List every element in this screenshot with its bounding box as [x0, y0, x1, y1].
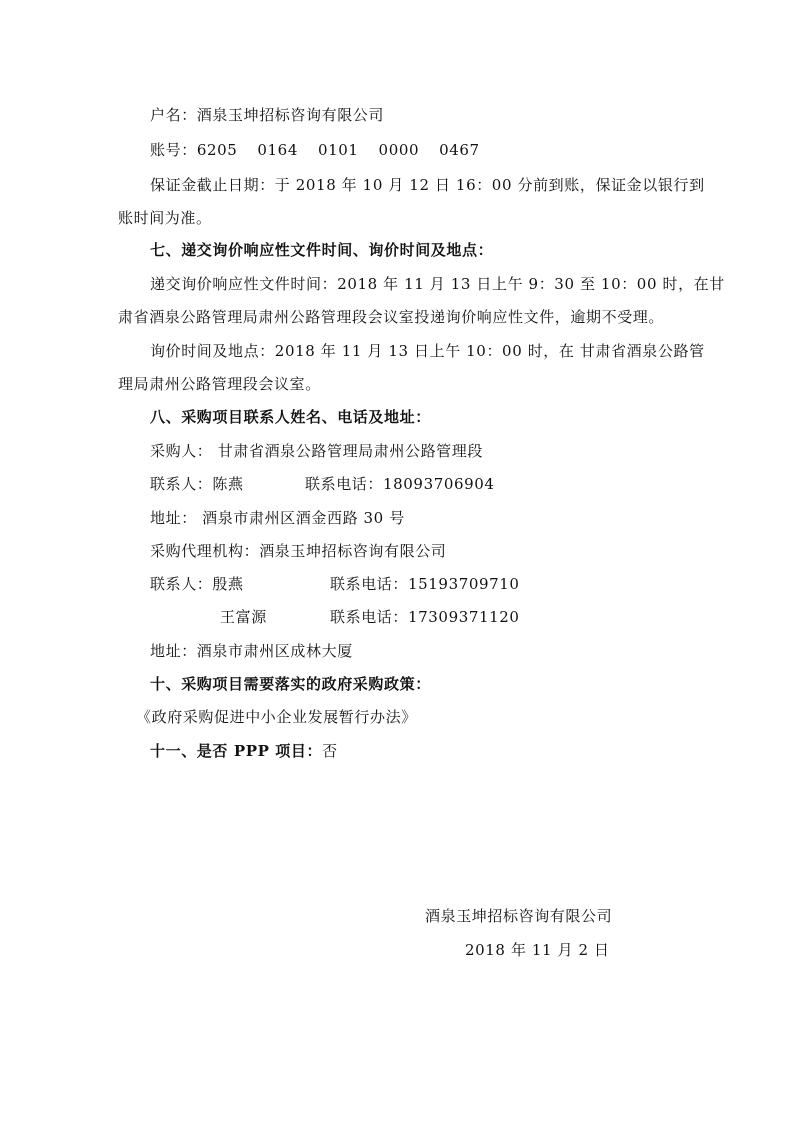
section-10-heading: 十、采购项目需要落实的政府采购政策：	[150, 675, 431, 693]
submission-place-line: 肃省酒泉公路管理局肃州公路管理段会议室投递询价响应性文件，逾期不受理。	[118, 308, 665, 326]
signature-company: 酒泉玉坤招标咨询有限公司	[425, 907, 613, 925]
agency-contact-phone: 联系电话：15193709710	[330, 575, 520, 593]
account-name-line: 户名：酒泉玉坤招标咨询有限公司	[150, 106, 385, 124]
ppp-answer: 否	[322, 742, 338, 760]
agency-contact2-name: 王富源	[220, 608, 267, 626]
purchaser-contact-phone: 联系电话：18093706904	[305, 475, 495, 493]
submission-time-line: 递交询价响应性文件时间：2018 年 11 月 13 日上午 9：30 至 10：00 时，在甘	[150, 275, 725, 293]
agency-contact2-phone: 联系电话：17309371120	[330, 608, 520, 626]
section-8-heading: 八、采购项目联系人姓名、电话及地址：	[150, 408, 431, 426]
inquiry-place-line: 理局肃州公路管理段会议室。	[118, 375, 321, 393]
deposit-deadline-line: 保证金截止日期：于 2018 年 10 月 12 日 16：00 分前到账，保证金以银行到	[150, 176, 705, 194]
purchaser-address-line: 地址： 酒泉市肃州区酒金西路 30 号	[150, 509, 405, 527]
agency-line: 采购代理机构：酒泉玉坤招标咨询有限公司	[150, 542, 447, 560]
purchaser-contact-name: 联系人：陈燕	[150, 475, 244, 493]
account-number-group: 0164	[257, 141, 298, 159]
account-number-group: 0101	[317, 141, 359, 159]
account-number-group: 0000	[378, 141, 420, 159]
inquiry-time-line: 询价时间及地点：2018 年 11 月 13 日上午 10：00 时，在 甘肃省酒泉公路管	[150, 342, 705, 360]
agency-contact-name: 联系人：殷燕	[150, 575, 244, 593]
section-7-heading: 七、递交询价响应性文件时间、询价时间及地点：	[150, 241, 494, 259]
account-number-line	[150, 140, 480, 160]
section-11-heading: 十一、是否 PPP 项目：	[150, 742, 323, 760]
signature-date: 2018 年 11 月 2 日	[465, 941, 610, 959]
policy-line: 《政府采购促进中小企业发展暂行办法》	[136, 708, 417, 726]
agency-address-line: 地址：酒泉市肃州区成林大厦	[150, 642, 353, 660]
deposit-deadline-continuation: 账时间为准。	[118, 209, 212, 227]
account-number-group: 6205	[196, 141, 238, 159]
purchaser-line: 采购人： 甘肃省酒泉公路管理局肃州公路管理段	[150, 442, 483, 460]
account-number-label: 账号：	[150, 141, 197, 159]
account-number-group: 0467	[439, 141, 480, 159]
section-11-line	[150, 741, 338, 761]
